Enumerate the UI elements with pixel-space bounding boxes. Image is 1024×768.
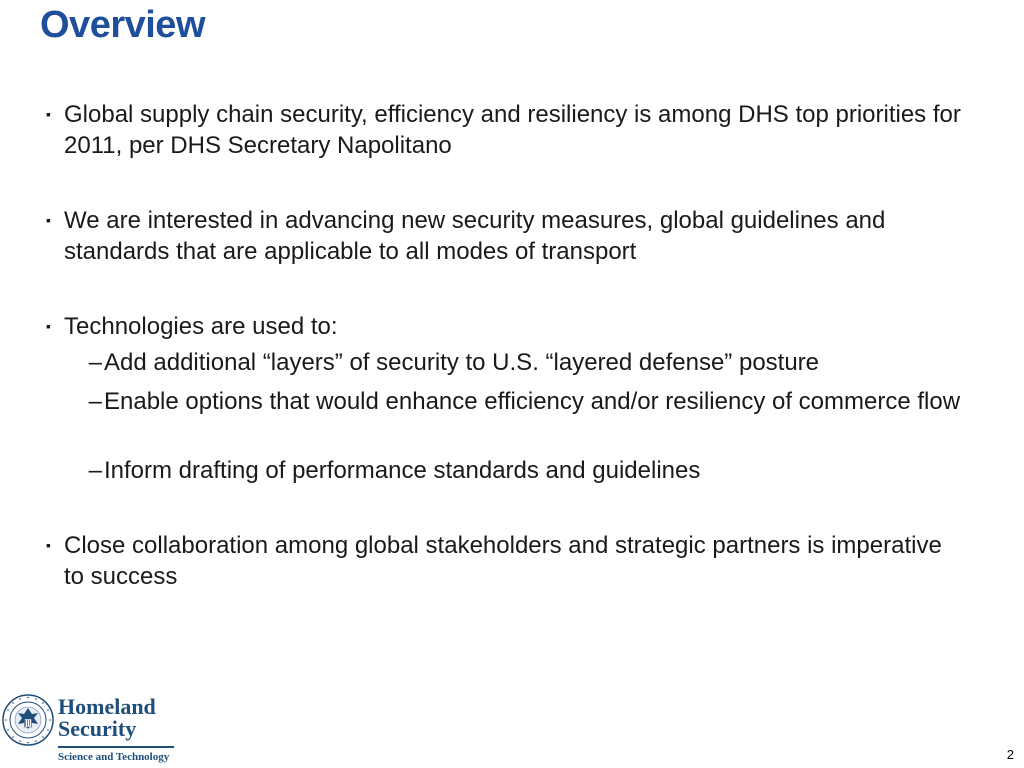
sub-bullet-item: [44, 455, 964, 486]
bullet-text: Technologies are used to:: [64, 313, 338, 340]
bullet-item: [44, 530, 964, 592]
sub-bullet-text: Enable options that would enhance efficiency and/or resiliency of commerce flow: [104, 388, 961, 415]
sub-bullet-text: Add additional “layers” of security to U.S. “layered defense” posture: [104, 349, 820, 376]
sub-bullet-item: [44, 386, 964, 417]
bullet-item: [44, 99, 964, 161]
dash-bullet-icon: –: [88, 388, 102, 415]
bullet-text: We are interested in advancing new security measures, global guidelines and standards that are applicable to all modes of transport: [64, 207, 886, 265]
square-bullet-icon: ▪: [46, 212, 51, 228]
square-bullet-icon: ▪: [46, 106, 51, 122]
sub-bullet-text: Inform drafting of performance standards and guidelines: [104, 457, 701, 484]
page-number: 2: [1006, 747, 1014, 762]
square-bullet-icon: ▪: [46, 537, 51, 553]
dhs-seal-icon: [2, 694, 54, 746]
dhs-st-logo: [2, 690, 182, 766]
logo-divider: [58, 746, 174, 748]
bullet-text: Close collaboration among global stakeholders and strategic partners is imperative to success: [64, 532, 942, 590]
logo-homeland: Homeland: [58, 694, 156, 719]
bullet-item: [44, 311, 964, 342]
square-bullet-icon: ▪: [46, 318, 51, 334]
dash-bullet-icon: –: [88, 349, 102, 376]
bullet-text: Global supply chain security, efficiency and resiliency is among DHS top priorities for 2011, per DHS Secretary Napolitano: [64, 101, 961, 159]
dash-bullet-icon: –: [88, 457, 102, 484]
logo-subtitle: Science and Technology: [58, 751, 170, 763]
logo-security: Security: [58, 716, 137, 741]
sub-bullet-item: [44, 347, 964, 378]
slide-title: Overview: [40, 4, 205, 46]
bullet-item: [44, 205, 964, 267]
